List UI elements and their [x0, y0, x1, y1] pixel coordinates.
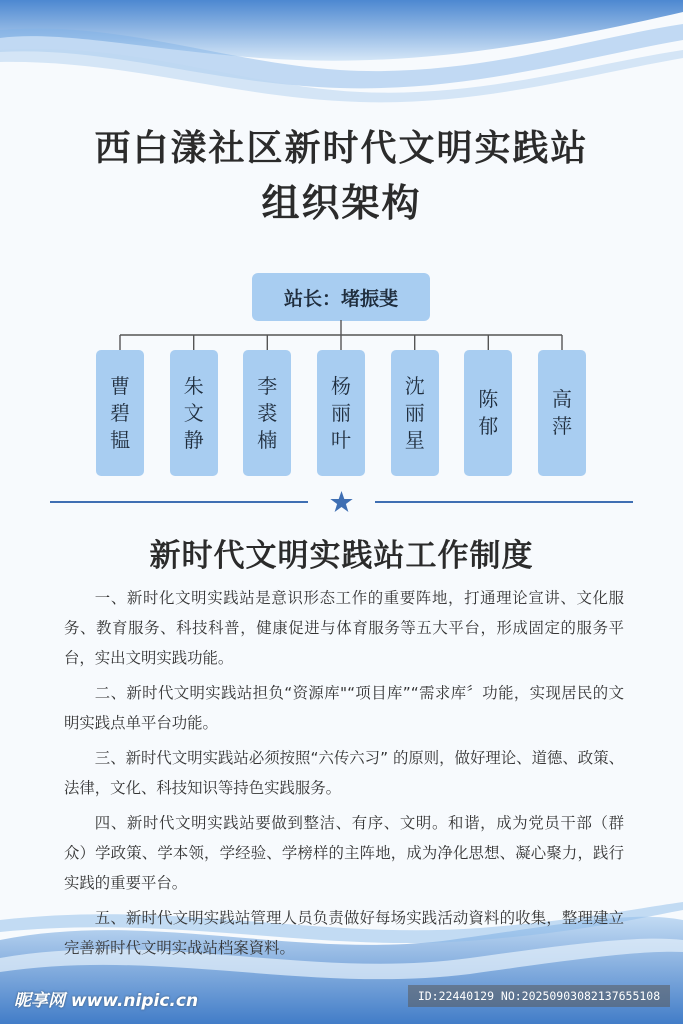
member-char: 高: [552, 387, 572, 411]
org-member-box: [538, 350, 586, 476]
rule-paragraph: 三、新时代文明实践站必须按照“六传六习” 的原则，做好理论、道德、政策、法律，文化、科技知识等持色实践服务。: [64, 749, 624, 797]
member-char: 丽: [404, 400, 425, 425]
member-char: 星: [404, 427, 425, 452]
member-char: 杨: [331, 373, 351, 398]
page-title-line1: 西白漾社区新时代文明实践站: [94, 128, 589, 169]
rules-body: [64, 583, 624, 968]
org-leader-label: 站长：堵振斐: [283, 287, 398, 310]
org-leader-box: [252, 273, 430, 321]
member-char: 朱: [183, 373, 204, 398]
member-char: 李: [257, 373, 278, 398]
member-char: 静: [183, 427, 204, 452]
member-char: 文: [183, 400, 204, 425]
rule-paragraph: 四、新时代文明实践站要做到整洁、有序、文明。和谐，成为党员干部（群众）学政策、学本领，学经验、学榜样的主阵地，成为净化思想、凝心聚力，践行实践的重要平台。: [64, 814, 624, 892]
org-member-box: [96, 350, 144, 476]
watermark-id: ID:22440129 NO:20250903082137655108: [408, 985, 670, 1007]
rule-paragraph: 一、新时化文明实践站是意识形态工作的重要阵地，打通理论宣讲、文化服务、教育服务、科技科普，健康促进与体育服务等五大平台，形成固定的服务平台，实出文明实践功能。: [64, 589, 624, 667]
page-title-line2: 组织架构: [261, 181, 422, 225]
org-member-box: [170, 350, 218, 476]
star-divider: [50, 488, 633, 516]
rule-paragraph: 五、新时代文明实践站管理人员负责做好每场实践活动資料的收集，整理建立完善新时代文明实战站档案資料。: [64, 909, 624, 957]
member-char: 萍: [552, 414, 572, 438]
top-wave-decoration: [0, 0, 683, 110]
member-char: 沈: [404, 373, 425, 398]
org-connector-lines: [0, 320, 683, 352]
org-member-box: [464, 350, 512, 476]
watermark-logo: 昵享网 www.nipic.cn: [14, 991, 199, 1011]
org-member-box: [317, 350, 365, 476]
member-char: 碧: [110, 400, 130, 425]
org-member-box: [391, 350, 439, 476]
rule-paragraph: 二、新时代文明实践站担负“资源库"“项目库”“需求库〞功能，实现居民的文明实践点单平台功能。: [64, 684, 624, 732]
member-char: 郁: [478, 414, 499, 438]
rules-title: 新时代文明实践站工作制度: [149, 538, 534, 574]
member-char: 楠: [257, 427, 278, 452]
member-char: 裘: [257, 400, 278, 425]
member-char: 陈: [478, 387, 499, 411]
member-char: 丽: [331, 400, 351, 425]
org-member-box: [243, 350, 291, 476]
star-icon: [330, 491, 352, 512]
member-char: 韫: [110, 427, 130, 452]
member-char: 叶: [331, 427, 351, 452]
member-char: 曹: [110, 373, 130, 398]
